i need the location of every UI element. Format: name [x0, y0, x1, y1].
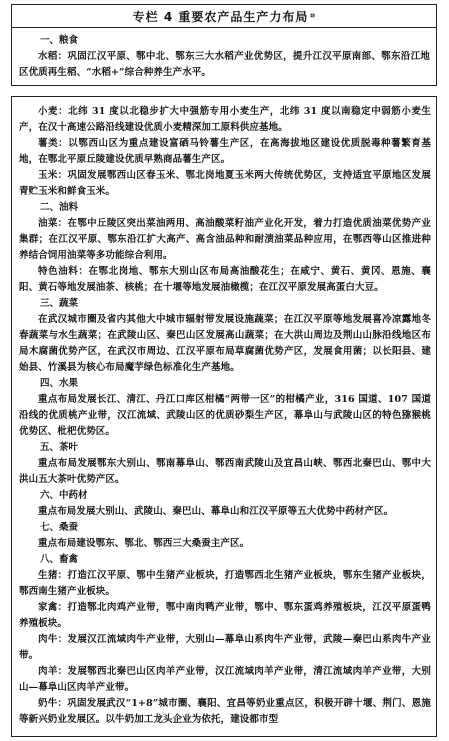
section-paragraph: 重点布局建设鄂东、鄂北、鄂西三大桑蚕主产区。	[38, 538, 250, 549]
section-paragraph: 生猪：打造江汉平原、鄂中生猪产业板块，打造鄂西北生猪产业板块，鄂东生猪产业板块，鄂西南生猪产业板块。	[19, 570, 431, 597]
section-paragraph: 小麦：北纬 31 度以北稳步扩大中强筋专用小麦生产，北纬 31 度以南稳定中弱筋小麦生产，在汉十高速公路沿线建设优质小麦精深加工原料供应基地。	[19, 106, 431, 133]
section-paragraph: 肉牛：发展汉江流域肉牛产业带，大别山—幕阜山系肉牛产业带，武陵—秦巴山系肉牛产业带。	[19, 634, 431, 661]
section-heading: 七、桑蚕	[40, 522, 79, 533]
section-heading: 一、粮食	[40, 35, 79, 46]
section-paragraph: 玉米：巩固发展鄂西山区春玉米、鄂北岗地夏玉米两大传统优势区，支持适宜平原地区发展青贮玉米和鲜食玉米。	[19, 170, 431, 197]
section-paragraph: 特色油料：在鄂北岗地、鄂东大别山区布局高油酸花生；在咸宁、黄石、黄冈、恩施、襄阳、黄石等地发展油茶、核桃；在十堰等地发展油橄榄；在江汉平原发展高蛋白大豆。	[19, 266, 431, 293]
footnote-marker[interactable]: ⑩	[309, 12, 316, 20]
column-intro	[12, 28, 436, 81]
section-paragraph: 重点布局发展鄂东大别山、鄂南幕阜山、鄂西南武陵山及宜昌山峡、鄂西北秦巴山、鄂中大洪山五大茶叶优势产区。	[19, 458, 431, 485]
section-heading: 六、中药材	[40, 490, 88, 501]
column-title-text: 专栏 4 重要农产品生产力布局	[132, 9, 309, 24]
section-paragraph: 肉羊：发展鄂西北秦巴山区肉羊产业带，汉江流域肉羊产业带，清江流域肉羊产业带，大别山—幕阜山区肉羊产业带。	[19, 666, 431, 693]
section-heading: 四、水果	[40, 378, 79, 389]
section-heading: 五、茶叶	[40, 442, 79, 453]
section-heading: 二、油料	[40, 202, 79, 213]
section-paragraph: 家禽：打造鄂北肉鸡产业带，鄂中南肉鸭产业带，鄂中、鄂东蛋鸡养殖板块，江汉平原蛋鸭养殖板块。	[19, 602, 431, 629]
column-box-header	[11, 4, 437, 86]
section-paragraph: 重点布局发展长江、清江、丹江口库区柑橘“两带一区”的柑橘产业，316 国道、107 国道沿线的优质桃产业带，汉江流域、武陵山区的优质砂梨生产区，幕阜山与武陵山区的特色猕猴桃优势区、枇杷优势区。	[19, 394, 431, 437]
section-heading: 八、畜禽	[40, 554, 79, 565]
section-paragraph: 奶牛：巩固发展武汉“1+8”城市圈、襄阳、宜昌等奶业重点区，积极开辟十堰、荆门、恩施等新兴奶业发展区。以牛奶加工龙头企业为依托，建设都市型	[19, 698, 431, 725]
section-paragraph: 重点布局发展大别山、武陵山、秦巴山、幕阜山和江汉平原等五大优势中药材产区。	[38, 506, 394, 517]
section-paragraph: 油菜：在鄂中丘陵区突出菜油两用、高油酸菜籽油产业化开发，着力打造优质油菜优势产业集群；在江汉平原、鄂东沿江扩大高产、高含油品种和耐渍油菜品种应用，在鄂西等山区推进种养结合饲用油菜等多功能综合利用。	[19, 218, 431, 261]
section-paragraph: 薯类：以鄂西山区为重点建设富硒马铃薯生产区，在高海拔地区建设优质脱毒种薯繁育基地，在鄂北平原丘陵建设优质早熟商品薯生产区。	[19, 138, 431, 165]
section-paragraph: 水稻：巩固江汉平原、鄂中北、鄂东三大水稻产业优势区，提升江汉平原南部、鄂东沿江地区优质再生稻、“水稻+”综合种养生产水平。	[19, 51, 430, 78]
section-paragraph: 在武汉城市圈及省内其他大中城市辐射带发展设施蔬菜；在江汉平原等地发展喜冷凉露地冬春蔬菜与水生蔬菜；在武陵山区、秦巴山区发展高山蔬菜；在大洪山周边及荆山山脉沿线地区布局木腐菌优势产区，在武汉市周边、江汉平原布局草腐菌优势产区，发展食用菌；以长阳县、建始县、竹溪县为核心布局魔芋绿色标准化生产基地。	[19, 314, 431, 373]
column-box-content	[11, 96, 437, 737]
column-title	[12, 5, 436, 28]
section-heading: 三、蔬菜	[40, 298, 79, 309]
